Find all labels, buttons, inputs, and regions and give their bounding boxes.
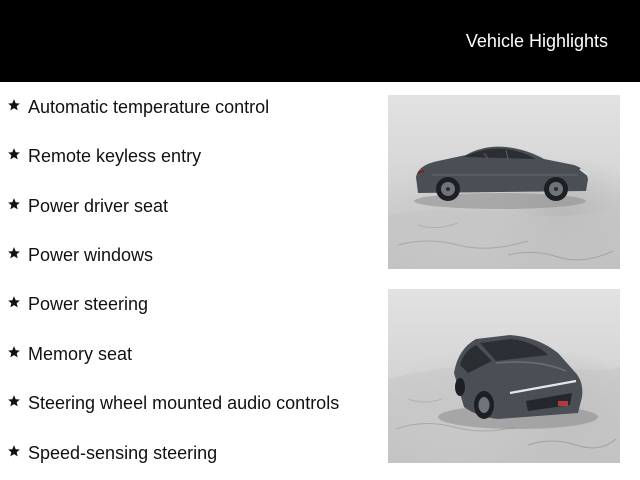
feature-label: Automatic temperature control [28, 97, 270, 117]
vehicle-photo-side[interactable] [388, 95, 620, 269]
list-item [7, 144, 377, 168]
car-side-view-image [388, 95, 620, 269]
feature-label: Power windows [28, 245, 154, 265]
feature-label: Power steering [28, 294, 149, 314]
list-item [7, 391, 377, 415]
star-icon [7, 98, 21, 112]
feature-label: Remote keyless entry [28, 146, 202, 166]
list-item [7, 95, 377, 119]
feature-label: Power driver seat [28, 196, 169, 216]
list-item [7, 292, 377, 316]
star-icon [7, 246, 21, 260]
list-item [7, 194, 377, 218]
car-front-view-image [388, 289, 620, 463]
star-icon [7, 147, 21, 161]
star-icon [7, 394, 21, 408]
feature-label: Speed-sensing steering [28, 443, 218, 463]
feature-label: Memory seat [28, 344, 133, 364]
feature-label: Steering wheel mounted audio controls [28, 393, 340, 413]
list-item [7, 243, 377, 267]
list-item [7, 441, 377, 465]
feature-list [0, 82, 380, 480]
star-icon [7, 345, 21, 359]
star-icon [7, 444, 21, 458]
star-icon [7, 197, 21, 211]
list-item [7, 342, 377, 366]
page-title: Vehicle Highlights [465, 31, 608, 51]
star-icon [7, 295, 21, 309]
vehicle-photo-front[interactable] [388, 289, 620, 463]
header-bar [0, 0, 640, 82]
